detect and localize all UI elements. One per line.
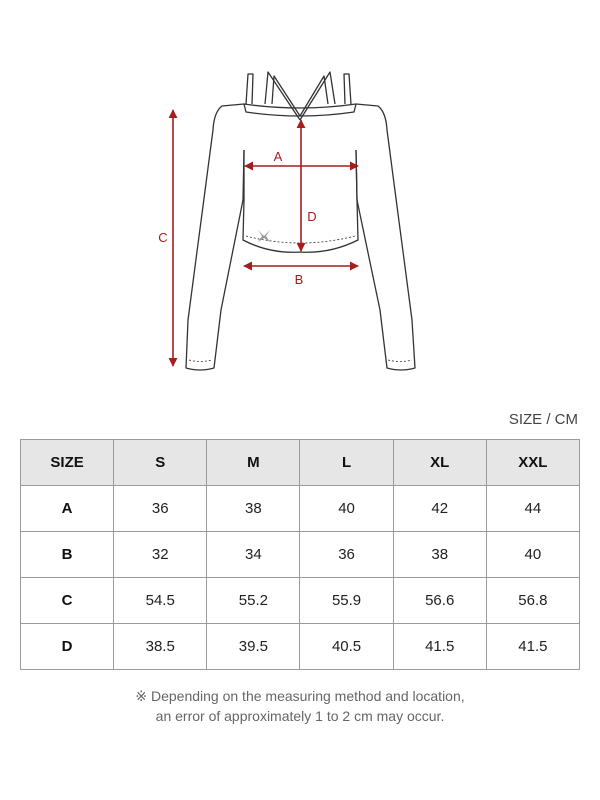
measure-b-label: B — [294, 272, 304, 287]
row-label: D — [21, 624, 114, 670]
table-cell: 38.5 — [114, 624, 207, 670]
table-header-row — [21, 440, 580, 486]
disclaimer-line-1: ※ Depending on the measuring method and location, — [135, 688, 465, 704]
table-cell: 44 — [486, 486, 579, 532]
table-cell: 36 — [114, 486, 207, 532]
measure-d-label: D — [307, 209, 317, 224]
column-header: M — [207, 440, 300, 486]
table-row — [21, 578, 580, 624]
table-cell: 40 — [300, 486, 393, 532]
table-cell: 55.9 — [300, 578, 393, 624]
table-cell: 40 — [486, 532, 579, 578]
table-cell: 32 — [114, 532, 207, 578]
row-label: B — [21, 532, 114, 578]
table-cell: 56.6 — [393, 578, 486, 624]
measure-a-label: A — [273, 149, 283, 164]
table-cell: 41.5 — [393, 624, 486, 670]
table-cell: 56.8 — [486, 578, 579, 624]
table-cell: 39.5 — [207, 624, 300, 670]
size-table — [20, 439, 580, 670]
table-cell: 38 — [207, 486, 300, 532]
column-header: L — [300, 440, 393, 486]
column-header: XL — [393, 440, 486, 486]
unit-label: SIZE / CM — [508, 411, 578, 428]
table-cell: 36 — [300, 532, 393, 578]
logo-mark-icon — [258, 230, 270, 242]
measurement-disclaimer — [0, 686, 600, 726]
table-row — [21, 624, 580, 670]
table-cell: 40.5 — [300, 624, 393, 670]
table-cell: 41.5 — [486, 624, 579, 670]
column-header: SIZE — [21, 440, 114, 486]
table-cell: 38 — [393, 532, 486, 578]
table-row — [21, 532, 580, 578]
table-row — [21, 486, 580, 532]
table-cell: 55.2 — [207, 578, 300, 624]
column-header: XXL — [486, 440, 579, 486]
table-cell: 34 — [207, 532, 300, 578]
table-cell: 42 — [393, 486, 486, 532]
table-cell: 54.5 — [114, 578, 207, 624]
column-header: S — [114, 440, 207, 486]
row-label: A — [21, 486, 114, 532]
measure-c-label: C — [158, 230, 168, 245]
row-label: C — [21, 578, 114, 624]
disclaimer-line-2: an error of approximately 1 to 2 cm may occur. — [155, 708, 445, 724]
